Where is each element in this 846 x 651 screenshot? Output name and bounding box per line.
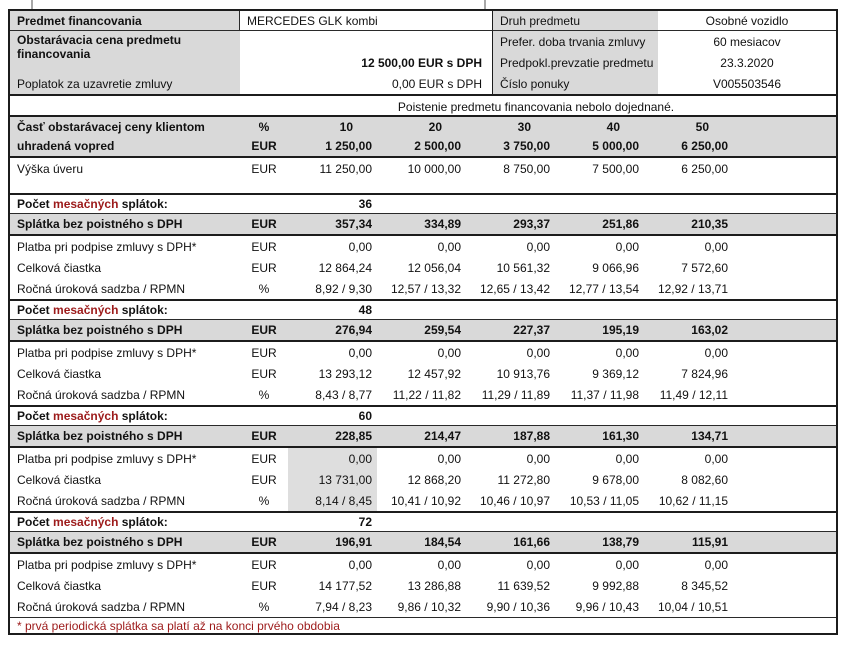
advance-percent-row [10, 117, 836, 136]
loan-amount: 10 000,00 [407, 162, 461, 176]
advance-amount-row [10, 136, 836, 156]
offer-table [8, 9, 838, 635]
insurance-note-row [10, 96, 836, 117]
highlighted-cell: 0,00 [288, 448, 377, 469]
subject-value: MERCEDES GLK kombi [240, 11, 492, 31]
signing-payment-row: Platba pri podpise zmluvy s DPH* EUR 0,00 0,00 0,00 0,00 0,00 [10, 448, 836, 469]
purchase-price-value: 12 500,00 EUR s DPH [361, 56, 482, 70]
installment-count-label: Počet mesačných splátok: [17, 197, 168, 211]
installment-amount-label: Splátka bez poistného s DPH [17, 323, 183, 337]
loan-amount: 6 250,00 [681, 162, 728, 176]
installment-count-row [10, 301, 836, 320]
advance-percent: 30 [517, 119, 531, 134]
handover-label: Predpokl.prevzatie predmetu [492, 52, 658, 73]
contract-fee-value: 0,00 EUR s DPH [391, 76, 482, 91]
installment-count-value: 48 [358, 303, 372, 317]
installment-amount-label: Splátka bez poistného s DPH [17, 217, 183, 231]
subject-info-table [10, 11, 836, 96]
installment-count-label: Počet mesačných splátok: [17, 409, 168, 423]
loan-amount-label: Výška úveru [17, 162, 84, 176]
subject-type-label: Druh predmetu [492, 11, 658, 31]
insurance-note: Poistenie predmetu financovania nebolo dojednané. [397, 99, 675, 114]
advance-percent: 50 [695, 119, 709, 134]
advance-percent: 10 [339, 119, 353, 134]
percent-unit: % [258, 119, 270, 134]
purchase-price-label: Obstarávacia cena predmetu financovania [10, 31, 240, 73]
installment-amount-row: Splátka bez poistného s DPH EUR 357,34 334,89 293,37 251,86 210,35 [10, 214, 836, 236]
installment-count-row [10, 407, 836, 426]
highlighted-cell: 13 731,00 [288, 469, 377, 490]
installment-count-value: 60 [358, 409, 372, 423]
advance-amount: 1 250,00 [325, 139, 372, 153]
installment-block-72 [10, 511, 836, 617]
installment-count-row [10, 513, 836, 532]
advance-label-line1: Časť obstarávacej ceny klientom [17, 119, 205, 134]
advance-percent: 40 [606, 119, 620, 134]
duration-label: Prefer. doba trvania zmluvy [492, 31, 658, 52]
installment-amount-row: Splátka bez poistného s DPH EUR 276,94 259,54 227,37 195,19 163,02 [10, 320, 836, 342]
subject-label: Predmet financovania [10, 11, 240, 31]
interest-rate-row: Ročná úroková sadzba / RPMN % 8,43 / 8,77 11,22 / 11,82 11,29 / 11,89 11,37 / 11,98 11,49 / 12,11 [17, 387, 728, 402]
advance-amount: 6 250,00 [681, 139, 728, 153]
advance-amount: 3 750,00 [503, 139, 550, 153]
total-amount-row: Celková čiastka EUR 13 293,12 12 457,92 10 913,76 9 369,12 7 824,96 [17, 366, 728, 381]
eur-unit: EUR [251, 139, 277, 153]
installment-count-value: 36 [358, 197, 372, 211]
installment-block-48 [10, 299, 836, 405]
advance-label-line2: uhradená vopred [17, 139, 115, 153]
loan-amount: 11 250,00 [319, 162, 372, 176]
advance-percent: 20 [428, 119, 442, 134]
advance-amount: 5 000,00 [592, 139, 639, 153]
installment-block-36 [10, 193, 836, 299]
total-amount-row: Celková čiastka EUR 14 177,52 13 286,88 11 639,52 9 992,88 8 345,52 [17, 578, 728, 593]
advance-header [10, 117, 836, 158]
signing-payment-row: Platba pri podpise zmluvy s DPH* EUR 0,00 0,00 0,00 0,00 0,00 [17, 239, 728, 254]
interest-rate-row: Ročná úroková sadzba / RPMN % 7,94 / 8,23 9,86 / 10,32 9,90 / 10,36 9,96 / 10,43 10,04 / 10,51 [17, 599, 728, 614]
page-crop-tick [31, 0, 33, 9]
handover-value: 23.3.2020 [720, 55, 774, 70]
installment-amount-row: Splátka bez poistného s DPH EUR 196,91 184,54 161,66 138,79 115,91 [10, 532, 836, 554]
page-crop-tick [484, 0, 486, 9]
interest-rate-row: Ročná úroková sadzba / RPMN % 8,92 / 9,30 12,57 / 13,32 12,65 / 13,42 12,77 / 13,54 12,92 / 13,71 [17, 281, 728, 296]
installment-amount-label: Splátka bez poistného s DPH [17, 535, 183, 549]
signing-payment-row: Platba pri podpise zmluvy s DPH* EUR 0,00 0,00 0,00 0,00 0,00 [17, 557, 728, 572]
eur-unit: EUR [251, 162, 277, 176]
total-amount-row: Celková čiastka EUR 13 731,00 12 868,20 11 272,80 9 678,00 8 082,60 [10, 469, 836, 490]
contract-fee-label: Poplatok za uzavretie zmluvy [10, 73, 240, 94]
installment-count-label: Počet mesačných splátok: [17, 515, 168, 529]
offer-number-value: V005503546 [712, 76, 782, 91]
installment-amount-row: Splátka bez poistného s DPH EUR 228,85 214,47 187,88 161,30 134,71 [10, 426, 836, 448]
loan-amount-row [10, 158, 836, 180]
advance-amount: 2 500,00 [414, 139, 461, 153]
installment-amount-label: Splátka bez poistného s DPH [17, 429, 183, 443]
highlighted-cell: 8,14 / 8,45 [288, 490, 377, 511]
duration-value: 60 mesiacov [713, 34, 781, 49]
spacer [10, 180, 836, 193]
signing-payment-row: Platba pri podpise zmluvy s DPH* EUR 0,00 0,00 0,00 0,00 0,00 [17, 345, 728, 360]
installment-count-row [10, 195, 836, 214]
offer-number-label: Číslo ponuky [492, 73, 658, 94]
subject-type-value: Osobné vozidlo [658, 11, 836, 31]
interest-rate-row: Ročná úroková sadzba / RPMN % 8,14 / 8,45 10,41 / 10,92 10,46 / 10,97 10,53 / 11,05 10,62 / 11,15 [10, 490, 836, 511]
installment-block-60 [10, 405, 836, 511]
loan-amount: 8 750,00 [503, 162, 550, 176]
installment-count-value: 72 [358, 515, 372, 529]
total-amount-row: Celková čiastka EUR 12 864,24 12 056,04 10 561,32 9 066,96 7 572,60 [17, 260, 728, 275]
installment-count-label: Počet mesačných splátok: [17, 303, 168, 317]
footnote: * prvá periodická splátka sa platí až na konci prvého obdobia [10, 617, 836, 633]
loan-amount: 7 500,00 [592, 162, 639, 176]
